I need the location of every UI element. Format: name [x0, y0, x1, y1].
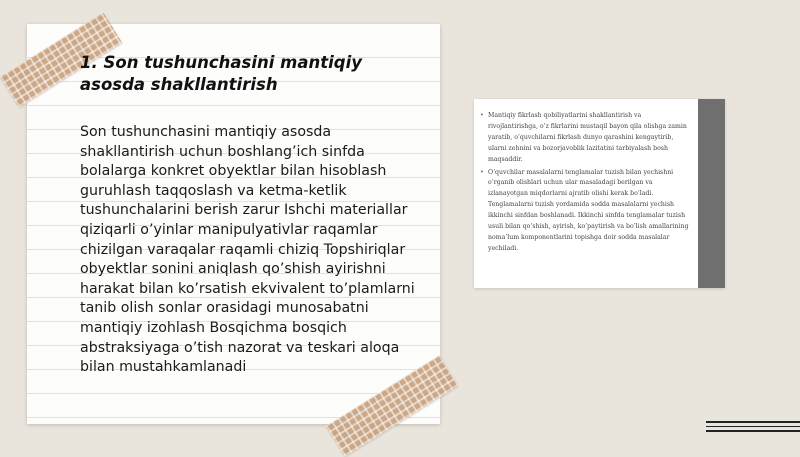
content-card: [474, 99, 725, 288]
list-item-text: Mantiqiy fikrlash qobiliyatlarini shakllantirish va rivojlantirishga, o’z fikrlarini mustaqil bayon qila olishga zamin yaratib, o’quvchilarni fikrlash dunyo qarashini kengaytirib, ularni zehnini va bozorjavoblik lazitatini tarbiyalash bosh maqsaddir.: [488, 112, 687, 163]
body-text: Son tushunchasini mantiqiy asosda shakllantirish uchun boshlang’ich sinfda bolalarga konkret obyektlar bilan hisoblash guruhlash taqqoslash va ketma-ketlik tushunchalarini berish zarur Ishchi materiallar qiziqarli o’yinlar manipulyativlar raqamlar chizilgan varaqalar raqamli chiziq Topshiriqlar obyektlar sonini aniqlash qo’shish ayirishni harakat bilan ko’rsatish ekvivalent to’plamlarni tanib olish sonlar orasidagi munosabatni mantiqiy izohlash Bosqichma bosqich abstraksiyaga o’tish nazorat va teskari aloqa bilan mustahkamlanadi: [80, 124, 415, 376]
decorative-lines: [706, 421, 800, 435]
list-item: [480, 111, 692, 166]
bullet-icon: •: [480, 168, 484, 176]
bullet-list: [480, 111, 692, 257]
list-item: [480, 168, 692, 255]
list-item-text: O’quvchilar masalalarni tenglamalar tuzish bilan yechishni o’rganib olishlari uchun ular masaladagi berilgan va izlanayotgan miqdorlarni ajratib olishi kerak bo’ladi. Tenglamalarni tuzish yordamida sodda masalalarni yechish ikkinchi sinfdan boshlanadi. Ikkinchi sinfda tenglamalar tuzish usuli bilan qo’shish, ayirish, ko’paytirish va bo’lish amallarining noma’lum komponentlarini topishga doir sodda masalalar yechiladi.: [488, 168, 689, 252]
card-side-strip: [698, 99, 725, 288]
slide-title: 1. Son tushunchasini mantiqiy asosda shakllantirish: [80, 53, 363, 94]
bullet-icon: •: [480, 112, 484, 119]
